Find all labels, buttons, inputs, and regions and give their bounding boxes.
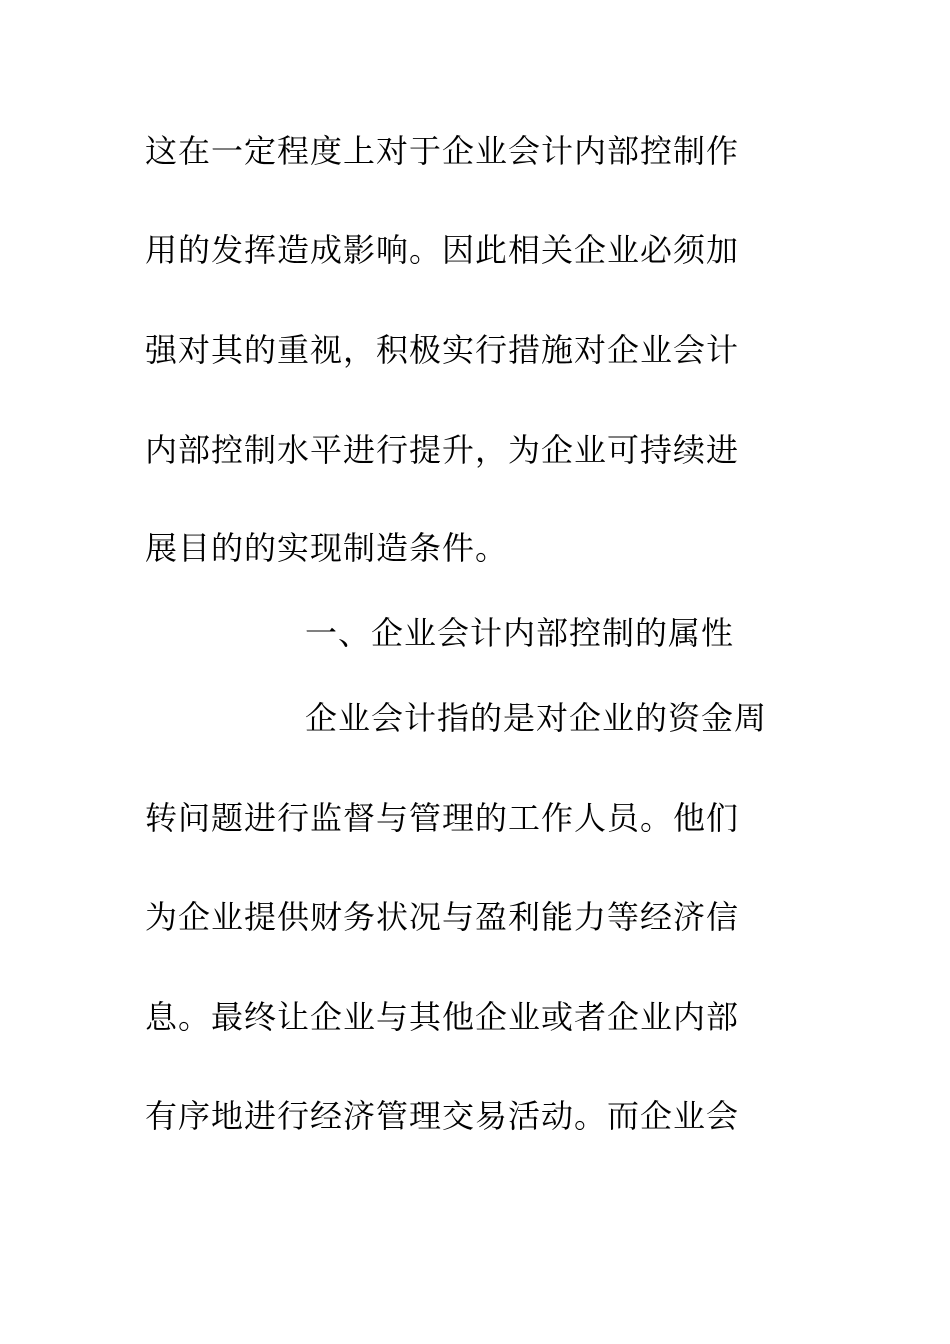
paragraph-line: 展目的的实现制造条件。: [145, 529, 509, 567]
paragraph-line: 息。最终让企业与其他企业或者企业内部: [145, 998, 740, 1036]
paragraph-line: 用的发挥造成影响。因此相关企业必须加: [145, 231, 740, 269]
paragraph-line: 有序地进行经济管理交易活动。而企业会: [145, 1097, 740, 1135]
paragraph-line: 企业会计指的是对企业的资金周: [305, 699, 768, 737]
paragraph-line: 强对其的重视，积极实行措施对企业会计: [145, 331, 740, 369]
paragraph-line: 为企业提供财务状况与盈利能力等经济信: [145, 898, 740, 936]
section-heading: 一、企业会计内部控制的属性: [305, 614, 735, 652]
paragraph-line: 这在一定程度上对于企业会计内部控制作: [145, 132, 740, 170]
paragraph-line: 转问题进行监督与管理的工作人员。他们: [145, 799, 740, 837]
paragraph-line: 内部控制水平进行提升，为企业可持续进: [145, 431, 740, 469]
